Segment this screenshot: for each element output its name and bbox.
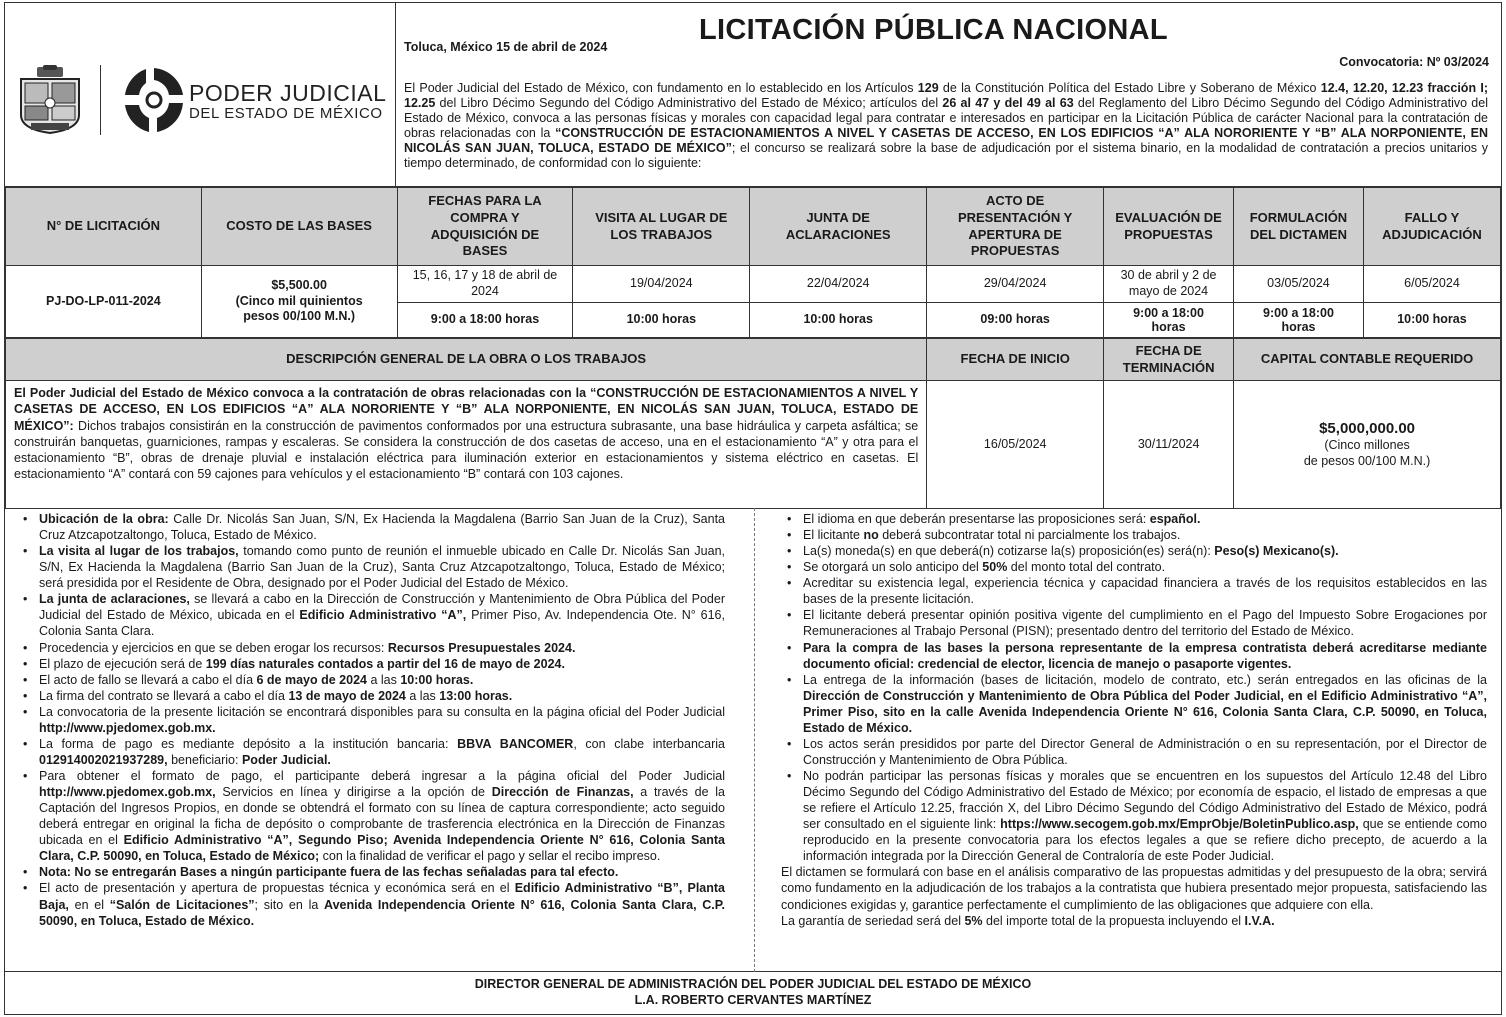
text-run: Calle Dr. Nicolás San Juan, S/N, Ex Hacienda la Magdalena (Barrio San Juan de la Cruz), Santa Cruz Atzcapotzaltongo, Toluca, Estado de México. (39, 512, 725, 543)
schedule-header-row (6, 188, 1501, 266)
text-run: 129 (917, 81, 939, 95)
time-junta: 10:00 horas (750, 303, 927, 338)
text-run: https://www.secogem.gob.mx/EmprObje/BoletinPublico.asp, (1000, 817, 1359, 832)
text-run: Dirección de Construcción y Mantenimiento de Obra Pública del Poder Judicial, en el Edificio Administrativo “A”, Primer Piso, sito en la calle Avenida Independencia Oriente N° 616, Colonia Santa Clara, C.P. 50090, en Toluca, Estado de México. (803, 688, 1487, 735)
text-run: con la finalidad de verificar el pago y sellar el recibo impreso. (319, 849, 661, 864)
conditions-section (5, 508, 1501, 972)
text-run: El licitante deberá presentar opinión positiva vigente del cumplimiento en el Pago del Impuesto Sobre Erogaciones por Remuneraciones al Trabajo Personal (PISN); presentado dentro del territorio del Estado de México. (803, 608, 1487, 639)
text-run: Para la compra de las bases la persona representante de la empresa contratista deberá acreditarse mediante documento oficial: credencial de elector, licencia de manejo o pasaporte vigentes. (803, 640, 1487, 671)
text-run: 6 de mayo de 2024 (256, 672, 367, 687)
text-run: Ubicación de la obra: (39, 512, 169, 526)
header-acto: ACTO DE PRESENTACIÓN Y APERTURA DE PROPUESTAS (927, 188, 1104, 266)
condition-item (787, 640, 1487, 672)
header-junta: JUNTA DE ACLARACIONES (750, 188, 927, 266)
text-run: El dictamen se formulará con base en el análisis comparativo de las propuestas admitidas y del presupuesto de la obra; servirá como fundamento en la adjudicación de los trabajos a la contratista que hubiera presentado mejor propuesta, satisfaciendo las condiciones exigidas y, garantice perfectamente el cumplimiento de las obligaciones que adquiere con ella. (781, 865, 1487, 912)
text-run: “CONSTRUCCIÓN DE ESTACIONAMIENTOS A NIVEL Y CASETAS DE ACCESO, EN LOS EDIFICIOS “A” ALA NORORIENTE Y “B” ALA NORPONIENTE, EN NICOLÁS SAN JUAN, TOLUCA, ESTADO DE MÉXICO” (404, 126, 1488, 155)
header-visita: VISITA AL LUGAR DE LOS TRABAJOS (573, 188, 750, 266)
date-acto: 29/04/2024 (927, 266, 1104, 303)
text-run: Nota: No se entregarán Bases a ningún participante fuera de las fechas señaladas para tal efecto. (39, 865, 619, 880)
schedule-table (5, 187, 1501, 338)
condition-item (787, 559, 1487, 575)
text-run: a través de la Captación del Ingresos Propios, en donde se obtendrá el formato con su línea de captura correspondiente; acto seguido deberá entregar en original la ficha de depósito o comprobante de trasferencia electrónica en la Dirección de Finanzas ubicada en el (39, 785, 725, 848)
condition-item (23, 736, 725, 768)
text-run: http://www.pjedomex.gob.mx. (39, 720, 216, 735)
costo-words: (Cinco mil quinientos pesos 00/100 M.N.) (235, 293, 363, 324)
text-run: español. (1149, 512, 1201, 526)
text-run: La visita al lugar de los trabajos, (39, 544, 239, 559)
text-run: Se otorgará un solo anticipo del (803, 560, 983, 575)
text-run: http://www.pjedomex.gob.mx, (39, 785, 216, 800)
text-run: que se entiende como reproducido en la presente convocatoria para los efectos legales a que se refiere dicho precepto, de acuerdo a la información integrada por la Dirección General de Contraloría de este Poder Judicial. (803, 817, 1488, 864)
text-run: Dichos trabajos consistirán en la construcción de pavimentos conformados por una estructura subrasante, una base hidráulica y carpeta asfáltica; se construirán banquetas, guarniciones, rampas y escaleras. Se considera la construcción de dos casetas de acceso, una en el estacionamiento “A” y otra para el estacionamiento “B”, obras de drenaje pluvial e instalación eléctrica para iluminación exterior en estacionamientos y sistema eléctrico en casetas. El estacionamiento “A” contará con 59 cajones para vehículos y el estacionamiento “B” contará con 103 cajones. (14, 418, 919, 482)
header-licitacion: N° DE LICITACIÓN (6, 188, 202, 266)
text-run: Dirección de Finanzas, (491, 785, 634, 800)
capital-words-2: de pesos 00/100 M.N.) (1303, 453, 1431, 468)
text-run: ; sito en la (254, 897, 325, 912)
text-run: 13:00 horas. (439, 688, 513, 703)
text-run: Los actos serán presididos por parte del Director General de Administración o en su representación, por el Director de Construcción y Mantenimiento de Obra Pública. (803, 736, 1487, 767)
intro-paragraph (404, 81, 1488, 171)
text-run: No podrán participar las personas físicas y morales que se encuentren en los supuestos del Artículo 12.48 del Libro Décimo Segundo del Código Administrativo del Estado de México; por economía de espacio, el listado de empresas a que se refiere el Artículo 12.25, fracción X, del Libro Décimo Segundo del Código Administrativo del Estado de México, podrá ser consultado en el siguiente link: (803, 769, 1487, 832)
text-run: Procedencia y ejercicios en que se deben erogar los recursos: (39, 640, 388, 655)
text-run: 5% (964, 913, 983, 928)
conditions-right-column (781, 511, 1488, 929)
logo-block (5, 3, 396, 187)
time-acto: 09:00 horas (927, 303, 1104, 338)
work-description-table (5, 338, 1501, 509)
text-run: 10:00 horas. (400, 672, 474, 687)
time-formulacion: 9:00 a 18:00 horas (1233, 303, 1363, 338)
condition-item (23, 656, 725, 672)
capital-contable (1234, 381, 1501, 509)
condition-item (787, 511, 1487, 527)
judicial-branch-emblem-icon (123, 65, 185, 135)
time-evaluacion: 9:00 a 18:00 horas (1104, 303, 1234, 338)
text-run: La convocatoria de la presente licitación se encontrará disponibles para su consulta en la página oficial del Poder Judicial (39, 704, 725, 719)
fecha-inicio: 16/05/2024 (927, 381, 1104, 509)
text-run: 50% (982, 560, 1008, 575)
text-run: 13 de mayo de 2024 (288, 688, 406, 703)
header-fallo: FALLO Y ADJUDICACIÓN (1363, 188, 1500, 266)
text-run: La entrega de la información (bases de licitación, modelo de contrato, etc.) serán entregados en las oficinas de la (803, 672, 1487, 687)
header-text-block (397, 3, 1501, 187)
text-run: a las (405, 688, 440, 703)
description-row (6, 381, 1501, 509)
header-descripcion: DESCRIPCIÓN GENERAL DE LA OBRA O LOS TRABAJOS (6, 339, 927, 381)
column-divider (754, 508, 755, 972)
text-run: del importe total de la propuesta incluyendo el (982, 913, 1245, 928)
text-run: El Poder Judicial del Estado de México, con fundamento en lo establecido en los Artículos (404, 81, 918, 95)
text-run: Primer Piso, Av. Independencia Ote. N° 616, Colonia Santa Clara. (39, 608, 725, 639)
header-costo: COSTO DE LAS BASES (201, 188, 397, 266)
date-junta: 22/04/2024 (750, 266, 927, 303)
conditions-left-column (23, 511, 725, 929)
text-run: beneficiario: (167, 752, 242, 767)
text-run: Edificio Administrativo “A”, (299, 608, 467, 623)
condition-item (23, 591, 725, 639)
text-run: La junta de aclaraciones, (39, 592, 190, 607)
text-run: Avenida Independencia Oriente N° 616, Colonia Santa Clara, C.P. 50090, en Toluca, Estado de México. (39, 897, 725, 928)
notice-page (4, 2, 1502, 1015)
text-run: El licitante (803, 528, 864, 543)
licitacion-number: PJ-DO-LP-011-2024 (6, 266, 202, 338)
text-run: El idioma en que deberán presentarse las proposiciones será: (803, 512, 1150, 526)
header-fechas-compra: FECHAS PARA LA COMPRA Y ADQUISICIÓN DE BASES (397, 188, 573, 266)
condition-item (787, 575, 1487, 607)
condition-item (787, 527, 1487, 543)
condition-item (787, 736, 1487, 768)
text-run: del Reglamento del Libro Décimo Segundo del Código Administrativo del Estado de México, convoca a las personas físicas y morales con capacidad legal para contratar e interesados en participar en la Licitación Pública de carácter Nacional para la contratación de obras relacionadas con la (404, 96, 1488, 140)
text-run: La garantía de seriedad será del (781, 913, 965, 928)
costo-amount: $5,500.00 (271, 278, 327, 293)
logo-title: PODER JUDICIAL (189, 80, 387, 106)
text-run: “Salón de Licitaciones” (109, 897, 255, 912)
convocatoria-number: Convocatoria: Nº 03/2024 (1339, 55, 1489, 69)
condition-item (23, 672, 725, 688)
header-formulacion: FORMULACIÓN DEL DICTAMEN (1233, 188, 1363, 266)
text-run: 26 al 47 y del 49 al 63 (942, 96, 1074, 110)
logo-subtitle: DEL ESTADO DE MÉXICO (189, 105, 383, 122)
condition-item (23, 880, 725, 928)
text-run: 012914002021937289, (39, 752, 168, 767)
text-run: La firma del contrato se llevará a cabo el día (39, 688, 289, 703)
capital-words-1: (Cinco millones (1324, 438, 1410, 453)
signature-block (5, 974, 1501, 1009)
text-run: Peso(s) Mexicano(s). (1214, 544, 1339, 559)
condition-item (787, 543, 1487, 559)
text-run: de la Constitución Política del Estado Libre y Soberano de México (938, 81, 1321, 95)
text-run: La forma de pago es mediante depósito a la institución bancaria: (39, 736, 458, 751)
condition-item (23, 768, 725, 864)
condition-item (23, 864, 725, 880)
text-run: deberá subcontratar total ni parcialmente los trabajos. (878, 528, 1181, 543)
text-run: El Poder Judicial del Estado de México convoca a la contratación de obras relacionadas con la “CONSTRUCCIÓN DE ESTACIONAMIENTOS A NIVEL Y CASETAS DE ACCESO, EN LOS EDIFICIOS “A” ALA NORORIENTE Y “B” ALA NORPONIENTE, EN NICOLÁS SAN JUAN, TOLUCA, ESTADO DE MÉXICO”: (14, 386, 919, 433)
text-run: en el (68, 897, 110, 912)
text-run: BBVA BANCOMER (457, 736, 574, 751)
description-header-row (6, 339, 1501, 381)
signer-name: L.A. ROBERTO CERVANTES MARTÍNEZ (634, 993, 872, 1008)
notice-header (5, 3, 1501, 187)
condition-paragraph (781, 864, 1487, 912)
text-run: I.V.A. (1244, 913, 1275, 928)
date-compra: 15, 16, 17 y 18 de abril de 2024 (397, 266, 573, 303)
condition-item (787, 607, 1487, 639)
condition-item (23, 704, 725, 736)
text-run: Acreditar su existencia legal, experiencia técnica y capacidad financiera a través de los requisitos establecidos en las bases de la presente licitación. (803, 576, 1487, 607)
text-run: Edificio Administrativo “A”, Segundo Piso; Avenida Independencia Oriente N° 616, Colonia Santa Clara, C.P. 50090, en Toluca, Estado de México; (39, 833, 726, 864)
signer-title: DIRECTOR GENERAL DE ADMINISTRACIÓN DEL PODER JUDICIAL DEL ESTADO DE MÉXICO (474, 977, 1032, 991)
page-title: LICITACIÓN PÚBLICA NACIONAL (699, 14, 1168, 46)
text-run: del Libro Décimo Segundo del Código Administrativo del Estado de México; artículos del (435, 96, 943, 110)
capital-amount: $5,000,000.00 (1319, 419, 1416, 437)
work-description (6, 381, 927, 509)
text-run: El acto de presentación y apertura de propuestas técnica y económica será en el (39, 881, 515, 896)
text-run: La(s) moneda(s) en que deberá(n) cotizarse la(s) proposición(es) será(n): (803, 544, 1215, 559)
condition-item (787, 672, 1487, 736)
text-run: Poder Judicial. (241, 752, 331, 767)
fecha-terminacion: 30/11/2024 (1104, 381, 1234, 509)
condition-item (23, 511, 725, 543)
text-run: El acto de fallo se llevará a cabo el día (39, 672, 257, 687)
date-fallo: 6/05/2024 (1363, 266, 1500, 303)
text-run: se llevará a cabo en la Dirección de Construcción y Mantenimiento de Obra Pública del Poder Judicial del Estado de México, ubicada en el (39, 592, 726, 623)
text-run: no (863, 528, 879, 543)
time-visita: 10:00 horas (573, 303, 750, 338)
text-run: del monto total del contrato. (1007, 560, 1166, 575)
state-coat-of-arms-icon (17, 65, 83, 135)
right-paragraphs (781, 864, 1487, 928)
text-run: 12.4, 12.20, 12.23 fracción I; 12.25 (404, 81, 1488, 110)
condition-item (23, 640, 725, 656)
header-capital: CAPITAL CONTABLE REQUERIDO (1234, 339, 1501, 381)
text-run: Para obtener el formato de pago, el participante deberá ingresar a la página oficial del Poder Judicial (39, 769, 725, 783)
costo-bases (201, 266, 397, 338)
date-evaluacion: 30 de abril y 2 de mayo de 2024 (1104, 266, 1234, 303)
date-visita: 19/04/2024 (573, 266, 750, 303)
condition-item (787, 768, 1487, 864)
header-fecha-inicio: FECHA DE INICIO (927, 339, 1104, 381)
date-formulacion: 03/05/2024 (1233, 266, 1363, 303)
text-run: 199 días naturales contados a partir del 16 de mayo de 2024. (205, 656, 565, 671)
place-date: Toluca, México 15 de abril de 2024 (404, 40, 608, 54)
text-run: Edificio Administrativo “B”, Planta Baja, (39, 881, 725, 912)
time-compra: 9:00 a 18:00 horas (397, 303, 573, 338)
text-run: , con clabe interbancaria (573, 736, 725, 751)
left-bullet-list (23, 511, 725, 929)
header-fecha-terminacion: FECHA DE TERMINACIÓN (1104, 339, 1234, 381)
text-run: Recursos Presupuestales 2024. (387, 640, 576, 655)
condition-item (23, 688, 725, 704)
text-run: Servicios en línea y dirigirse a la opción de (215, 785, 492, 800)
right-bullet-list (787, 511, 1487, 864)
text-run: ; el concurso se realizará sobre la base de adjudicación por el sistema binario, en la modalidad de contratación a precios unitarios y tiempo determinado, de conformidad con lo siguiente: (404, 141, 1488, 170)
text-run: tomando como punto de reunión el inmueble ubicado en Calle Dr. Nicolás San Juan, S/N, Ex Hacienda la Magdalena (Barrio San Juan de la Cruz), Santa Cruz Atzcapotzaltongo, Toluca, Estado de México; será presidida por el Residente de Obra, designado por el Poder Judicial del Estado de México. (39, 544, 726, 591)
header-evaluacion: EVALUACIÓN DE PROPUESTAS (1104, 188, 1234, 266)
schedule-dates-row (6, 266, 1501, 303)
text-run: a las (366, 672, 401, 687)
condition-paragraph (781, 913, 1487, 929)
time-fallo: 10:00 horas (1363, 303, 1500, 338)
logo-divider (100, 65, 101, 135)
condition-item (23, 543, 725, 591)
text-run: El plazo de ejecución será de (39, 656, 206, 671)
